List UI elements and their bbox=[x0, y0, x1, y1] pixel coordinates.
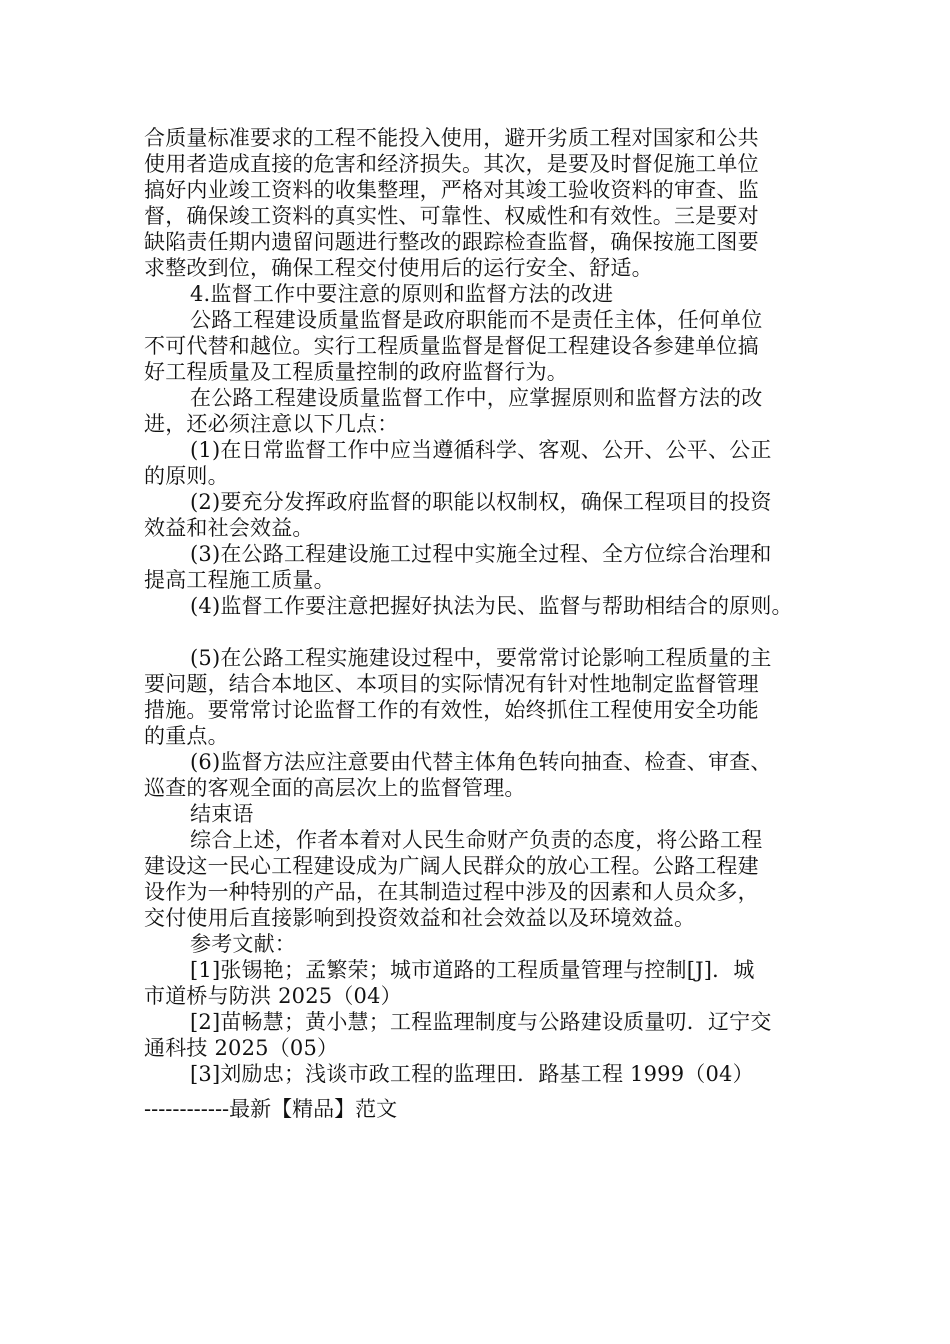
text-line: 求整改到位，确保工程交付使用后的运行安全、舒适。 bbox=[144, 256, 653, 280]
text-line: 结束语 bbox=[190, 802, 254, 826]
text-line: 进，还必须注意以下几点： bbox=[144, 412, 399, 436]
text-line: 交付使用后直接影响到投资效益和社会效益以及环境效益。 bbox=[144, 906, 696, 930]
text-line: 公路工程建设质量监督是政府职能而不是责任主体，任何单位 bbox=[190, 308, 763, 332]
paragraph-1 bbox=[144, 125, 824, 281]
text-line: (3)在公路工程建设施工过程中实施全过程、全方位综合治理和 bbox=[190, 542, 772, 566]
list-item-5 bbox=[144, 645, 824, 749]
text-line: 的原则。 bbox=[144, 464, 229, 488]
text-line: 使用者造成直接的危害和经济损失。其次，是要及时督促施工单位 bbox=[144, 152, 759, 176]
document-body bbox=[144, 125, 824, 1087]
list-item-1 bbox=[144, 437, 824, 489]
text-line: 搞好内业竣工资料的收集整理，严格对其竣工验收资料的审查、监 bbox=[144, 178, 759, 202]
text-line: 缺陷责任期内遗留问题进行整改的跟踪检查监督，确保按施工图要 bbox=[144, 230, 759, 254]
text-line: (2)要充分发挥政府监督的职能以权制权，确保工程项目的投资 bbox=[190, 490, 772, 514]
text-line: 在公路工程建设质量监督工作中，应掌握原则和监督方法的改 bbox=[190, 386, 763, 410]
section-heading bbox=[144, 281, 824, 307]
text-line: 建设这一民心工程建设成为广阔人民群众的放心工程。公路工程建 bbox=[144, 854, 759, 878]
text-line: (6)监督方法应注意要由代替主体角色转向抽查、检查、审查、 bbox=[190, 750, 772, 774]
text-line: 参考文献： bbox=[190, 932, 296, 956]
page-footer: ------------最新【精品】范文 bbox=[144, 1097, 398, 1121]
list-item-6 bbox=[144, 749, 824, 801]
text-line: (4)监督工作要注意把握好执法为民、监督与帮助相结合的原则。 bbox=[190, 594, 793, 618]
text-line: 设作为一种特别的产品，在其制造过程中涉及的因素和人员众多， bbox=[144, 880, 759, 904]
text-line: 不可代替和越位。实行工程质量监督是督促工程建设各参建单位搞 bbox=[144, 334, 759, 358]
text-line: 合质量标准要求的工程不能投入使用，避开劣质工程对国家和公共 bbox=[144, 126, 759, 150]
text-line: (5)在公路工程实施建设过程中，要常常讨论影响工程质量的主 bbox=[190, 646, 772, 670]
text-line: 督，确保竣工资料的真实性、可靠性、权威性和有效性。三是要对 bbox=[144, 204, 759, 228]
text-line: [1]张锡艳；孟繁荣；城市道路的工程质量管理与控制[J]．城 bbox=[190, 958, 755, 982]
conclusion-paragraph bbox=[144, 827, 824, 931]
text-line: 要问题，结合本地区、本项目的实际情况有针对性地制定监督管理 bbox=[144, 672, 759, 696]
list-item-3 bbox=[144, 541, 824, 593]
text-line: 综合上述，作者本着对人民生命财产负责的态度，将公路工程 bbox=[190, 828, 763, 852]
text-line: (1)在日常监督工作中应当遵循科学、客观、公开、公平、公正 bbox=[190, 438, 772, 462]
text-line: 巡查的客观全面的高层次上的监督管理。 bbox=[144, 776, 526, 800]
text-line: [3]刘励忠；浅谈市政工程的监理田．路基工程 1999（04） bbox=[190, 1062, 754, 1086]
text-line: 提高工程施工质量。 bbox=[144, 568, 335, 592]
conclusion-heading bbox=[144, 801, 824, 827]
reference-item-2 bbox=[144, 1009, 824, 1061]
reference-item-3 bbox=[144, 1061, 824, 1087]
text-line: 的重点。 bbox=[144, 724, 229, 748]
text-line: 效益和社会效益。 bbox=[144, 516, 314, 540]
text-line: 市道桥与防洪 2025（04） bbox=[144, 984, 402, 1008]
paragraph-3 bbox=[144, 307, 824, 385]
text-line: 4.监督工作中要注意的原则和监督方法的改进 bbox=[190, 282, 614, 306]
text-line: 措施。要常常讨论监督工作的有效性，始终抓住工程使用安全功能 bbox=[144, 698, 759, 722]
list-item-4 bbox=[144, 593, 824, 645]
text-line: 通科技 2025（05） bbox=[144, 1036, 339, 1060]
text-line: 好工程质量及工程质量控制的政府监督行为。 bbox=[144, 360, 568, 384]
references-heading bbox=[144, 931, 824, 957]
blank-line bbox=[144, 619, 824, 645]
text-line: [2]苗畅慧；黄小慧；工程监理制度与公路建设质量叨．辽宁交 bbox=[190, 1010, 772, 1034]
list-item-2 bbox=[144, 489, 824, 541]
paragraph-4 bbox=[144, 385, 824, 437]
reference-item-1 bbox=[144, 957, 824, 1009]
